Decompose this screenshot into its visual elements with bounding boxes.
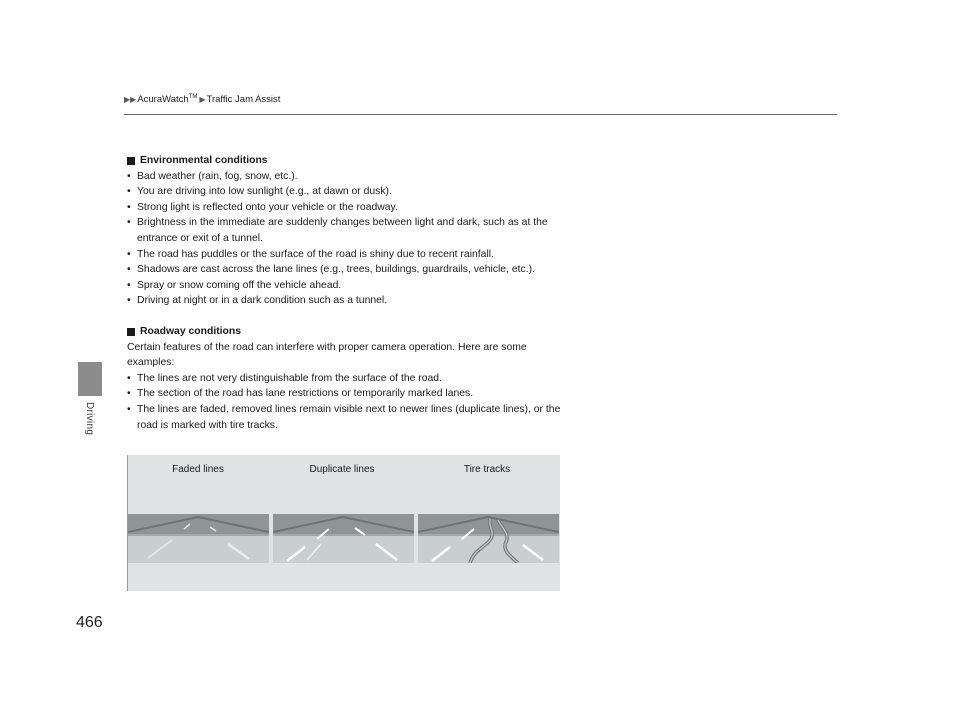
- figure-label-faded-lines: Faded lines: [172, 464, 224, 475]
- environmental-conditions-heading: Environmental conditions: [127, 153, 567, 169]
- section-tab-marker: [78, 362, 102, 396]
- square-bullet-icon: [127, 157, 135, 165]
- list-item: • The lines are faded, removed lines remain visible next to newer lines (duplicate lines), or the road is marked with tire tracks.: [127, 402, 567, 433]
- figure-label-tire-tracks: Tire tracks: [463, 464, 511, 475]
- list-item: • Shadows are cast across the lane lines (e.g., trees, buildings, guardrails, vehicle, etc.).: [127, 262, 567, 278]
- list-item: • The lines are not very distinguishable from the surface of the road.: [127, 371, 567, 387]
- main-content: [127, 153, 567, 433]
- road-condition-illustration: [127, 455, 560, 591]
- chevron-right-icon: ▶: [199, 95, 206, 105]
- page-number: 466: [76, 614, 103, 631]
- breadcrumb-item-traffic-jam-assist: Traffic Jam Assist: [206, 94, 281, 106]
- chevron-right-icon: ▶▶: [124, 95, 137, 105]
- breadcrumb-item-acurawatch[interactable]: AcuraWatch™: [137, 94, 198, 106]
- duplicate-lines-road-image: [273, 514, 414, 563]
- list-item: • Strong light is reflected onto your vehicle or the roadway.: [127, 200, 567, 216]
- list-item: • Bad weather (rain, fog, snow, etc.).: [127, 169, 567, 185]
- list-item: • The section of the road has lane restrictions or temporarily marked lanes.: [127, 386, 567, 402]
- list-item: • Brightness in the immediate are suddenly changes between light and dark, such as at the entrance or exit of a tunnel.: [127, 215, 567, 246]
- list-item: • Spray or snow coming off the vehicle ahead.: [127, 278, 567, 294]
- roadway-intro: Certain features of the road can interfere with proper camera operation. Here are some examples:: [127, 341, 527, 369]
- figure-label-duplicate-lines: Duplicate lines: [309, 464, 375, 475]
- header-divider: [124, 114, 837, 115]
- list-item: • You are driving into low sunlight (e.g., at dawn or dusk).: [127, 184, 567, 200]
- breadcrumb: [124, 94, 280, 105]
- roadway-conditions-heading: Roadway conditions: [127, 324, 567, 340]
- section-tab-label: Driving: [84, 402, 95, 436]
- list-item: • Driving at night or in a dark condition such as a tunnel.: [127, 293, 567, 309]
- square-bullet-icon: [127, 328, 135, 336]
- faded-lines-road-image: [128, 514, 269, 563]
- list-item: • The road has puddles or the surface of the road is shiny due to recent rainfall.: [127, 247, 567, 263]
- tire-tracks-road-image: [418, 514, 559, 563]
